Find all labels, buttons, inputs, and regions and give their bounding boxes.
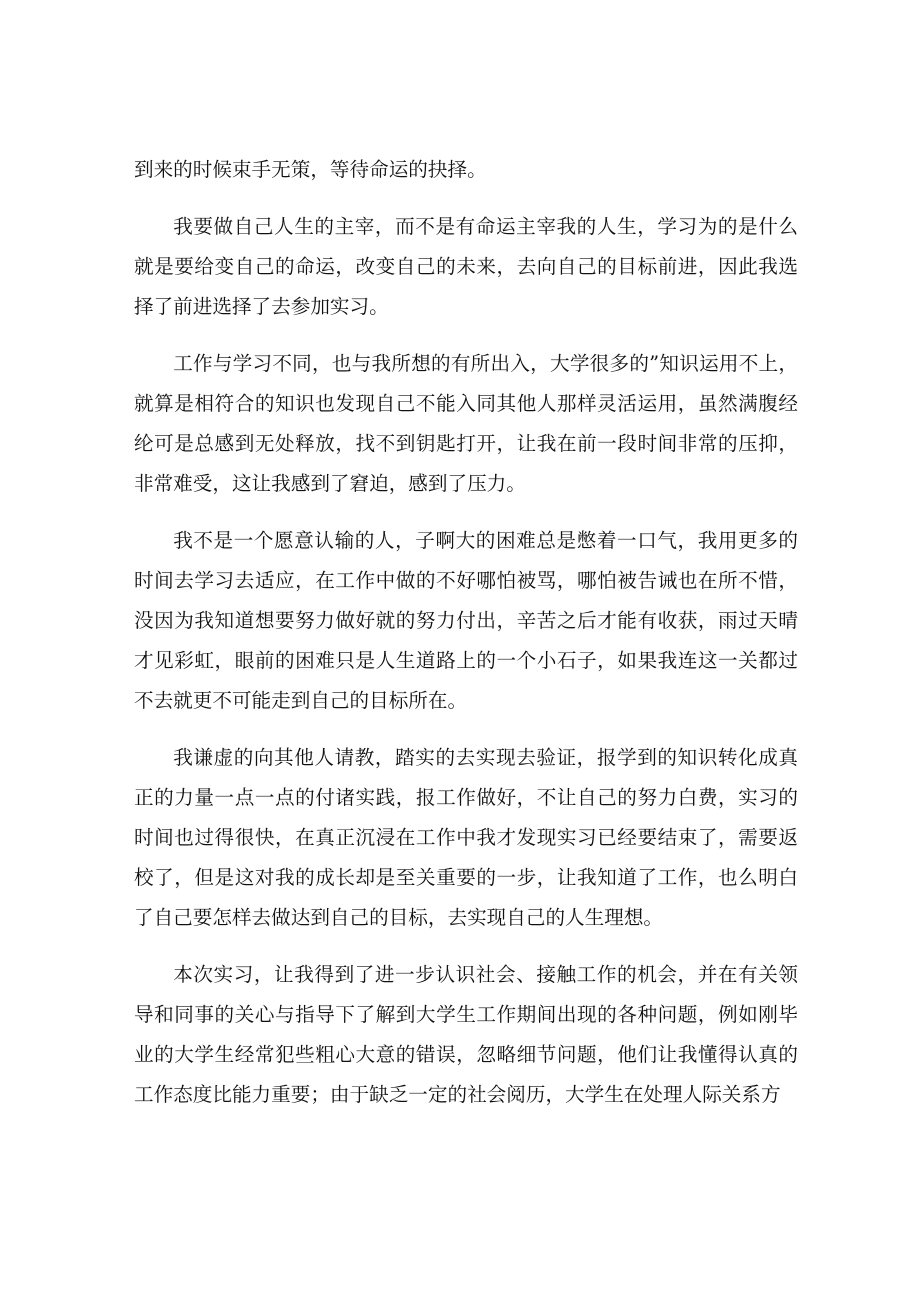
paragraph: 我谦虚的向其他人请教，踏实的去实现去验证，报学到的知识转化成真正的力量一点一点的付诸实践，报工作做好，不让自己的努力白费，实习的时间也过得很快，在真正沉浸在工作中我才发现实习已经要结束了，需要返校了，但是这对我的成长却是至关重要的一步，让我知道了工作，也么明白了自己要怎样去做达到自己的目标，去实现自己的人生理想。 [134,746,798,929]
document-body [134,150,798,1132]
paragraph-continuation: 到来的时候束手无策，等待命运的抉择。 [134,158,487,181]
paragraph: 我要做自己人生的主宰，而不是有命运主宰我的人生，学习为的是什么就是要给变自己的命运，改变自己的未来，去向自己的目标前进，因此我选择了前进选择了去参加实习。 [134,215,798,318]
paragraph: 本次实习，让我得到了进一步认识社会、接触工作的机会，并在有关领导和同事的关心与指导下了解到大学生工作期间出现的各种问题，例如刚毕业的大学生经常犯些粗心大意的错误，忽略细节问题，他们让我懂得认真的工作态度比能力重要；由于缺乏一定的社会阅历，大学生在处理人际关系方 [134,963,798,1106]
paragraph: 工作与学习不同，也与我所想的有所出入，大学很多的”知识运用不上，就算是相符合的知识也发现自己不能入同其他人那样灵活运用，虽然满腹经纶可是总感到无处释放，找不到钥匙打开，让我在前一段时间非常的压抑，非常难受，这让我感到了窘迫，感到了压力。 [134,352,798,495]
paragraph: 我不是一个愿意认输的人，子啊大的困难总是憋着一口气，我用更多的时间去学习去适应，在工作中做的不好哪怕被骂，哪怕被告诫也在所不惜，没因为我知道想要努力做好就的努力付出，辛苦之后才能有收获，雨过天晴才见彩虹，眼前的困难只是人生道路上的一个小石子，如果我连这一关都过不去就更不可能走到自己的目标所在。 [134,529,798,712]
